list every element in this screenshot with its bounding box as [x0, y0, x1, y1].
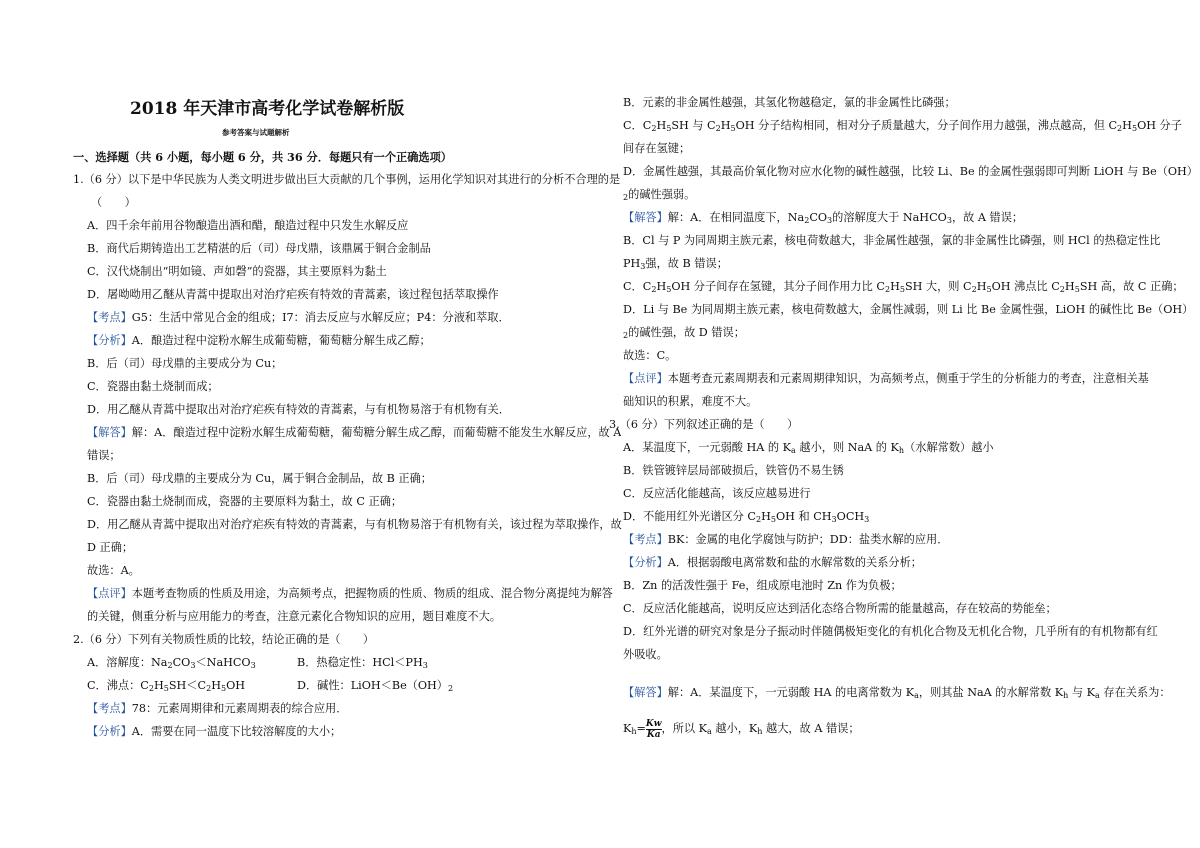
q1-fenxi-b: B．后（司）母戊鼎的主要成分为 Cu；: [87, 357, 283, 370]
jieda-tag: 【解答】: [87, 426, 132, 439]
s: 5: [770, 515, 776, 525]
q1-choose: 故选：A。: [87, 564, 140, 577]
q3-fenxi-d: D．红外光谱的研究对象是分子振动时伴随偶极矩变化的有机化合物及无机化合物，几乎所有的有机物都有红: [623, 625, 1158, 638]
t: H: [1122, 119, 1132, 132]
q2-a-post: ＜NaHCO: [195, 656, 251, 669]
t: OH 分子: [1137, 119, 1182, 132]
q3-option-c: C．反应活化能越高，该反应越易进行: [623, 487, 811, 500]
q1-dianping: [87, 583, 613, 606]
s: 5: [666, 124, 672, 134]
t: D．不能用红外光谱区分 C: [623, 510, 756, 523]
q2-d-sub: 2: [448, 684, 454, 694]
q1-jieda-a2: 错误；: [87, 449, 121, 462]
q1-option-b: B．商代后期铸造出工艺精湛的后（司）母戊鼎，该鼎属于铜合金制品: [87, 242, 431, 255]
fenxi-tag: 【分析】: [623, 556, 668, 569]
kw-over-ka-fraction: [646, 719, 662, 740]
t: C．C: [623, 280, 652, 293]
q1-jieda-a: 解：A．酿造过程中淀粉水解生成葡萄糖，葡萄糖分解生成乙醇，而葡萄糖不能发生水解反应，故 A: [131, 426, 622, 439]
s: 2: [623, 193, 629, 203]
q3-fenxi-d2: 外吸收。: [623, 648, 668, 661]
q2-fenxi-c2: 间存在氢键；: [623, 142, 691, 155]
s: 2: [1117, 124, 1123, 134]
t: ，所以 K: [661, 722, 707, 735]
s: 2: [971, 285, 977, 295]
t: 存在关系为：: [1099, 686, 1171, 699]
q2-fenxi-c: [623, 115, 1182, 138]
q3-fenxi: [623, 552, 922, 575]
q2-a-sub3: 3: [250, 661, 256, 671]
q1-option-a: A．四千余年前用谷物酿造出酒和醋，酿造过程中只发生水解反应: [87, 219, 409, 232]
t: ，则其盐 NaA 的水解常数 K: [918, 686, 1064, 699]
t: PH: [623, 257, 641, 270]
s: a: [706, 727, 712, 737]
q1-fenxi-c: C．瓷器由黏土烧制而成；: [87, 380, 219, 393]
q2-a-sub1: 2: [167, 661, 173, 671]
t: 强，故 B 错误；: [645, 257, 728, 270]
q2-c-m1: H: [154, 679, 164, 692]
t: 越小，K: [711, 722, 758, 735]
q3-kaodian: [623, 529, 948, 552]
fenxi-tag: 【分析】: [87, 334, 132, 347]
t: OCH: [836, 510, 865, 523]
fenxi-tag: 【分析】: [87, 725, 132, 738]
q1-fenxi: [87, 330, 431, 353]
s: 3: [827, 216, 833, 226]
q1-jieda-c: C．瓷器由黏土烧制而成，瓷器的主要原料为黏土，故 C 正确；: [87, 495, 403, 508]
s: h: [898, 446, 905, 456]
s: h: [757, 727, 763, 737]
q2-c-m3: H: [211, 679, 221, 692]
section-heading: 一、选择题（共 6 小题，每小题 6 分，共 36 分．每题只有一个正确选项）: [73, 150, 452, 164]
s: 3: [831, 515, 837, 525]
q2-kaodian-text: 78：元素周期律和元素周期表的综合应用．: [131, 702, 348, 715]
dianping-tag: 【点评】: [87, 587, 132, 600]
q2-b-text: B．热稳定性：HCl＜PH: [297, 656, 423, 669]
s: 5: [1131, 124, 1138, 134]
t: H: [720, 119, 731, 132]
s: 3: [864, 515, 870, 525]
q2-c-sub4: 5: [220, 684, 227, 694]
s: 2: [715, 124, 721, 134]
q1-fenxi-d: D．用乙醚从青蒿中提取出对治疗疟疾有特效的青蒿素，与有机物易溶于有机物有关．: [87, 403, 510, 416]
q2-a-pre: A．溶解度：Na: [87, 656, 168, 669]
t: 与 K: [1068, 686, 1096, 699]
q1-dianping-1: 本题考查物质的性质及用途，为高频考点，把握物质的性质、物质的组成、混合物分离提纯为解答: [131, 587, 613, 600]
q2-jieda-c: [623, 276, 1184, 299]
q1-option-d: D．屠呦呦用乙醚从青蒿中提取出对治疗疟疾有特效的青蒿素，该过程包括萃取操作: [87, 288, 499, 301]
q3-option-a: [623, 437, 994, 460]
t: A．某温度下，一元弱酸 HA 的 K: [623, 441, 792, 454]
t: 的碱性强，故 D 错误；: [628, 326, 745, 339]
t: OH 分子结构相同，相对分子质量越大，分子间作用力越强，沸点越高，但 C: [735, 119, 1118, 132]
q2-option-a: [87, 652, 256, 675]
t: （水解常数）越小: [904, 441, 994, 454]
q3-fenxi-b: B．Zn 的活泼性强于 Fe，组成原电池时 Zn 作为负极；: [623, 579, 902, 592]
q2-jieda-d: D．Li 与 Be 为同周期主族元素，核电荷数越大，金属性减弱，则 Li 比 Be 金属性强，LiOH 的碱性比 Be（OH）: [623, 303, 1194, 316]
q2-option-b: [297, 652, 428, 675]
s: 2: [623, 331, 629, 341]
q1-jieda: [87, 422, 621, 445]
page-title: 2018 年天津市高考化学试卷解析版: [130, 99, 405, 119]
t: 的溶解度大于 NaHCO: [832, 211, 947, 224]
q1-stem-paren: （ ）: [91, 196, 136, 209]
q1-jieda-d: D．用乙醚从青蒿中提取出对治疗疟疾有特效的青蒿素，与有机物易溶于有机物有关，该过程为萃取操作，故: [87, 518, 622, 531]
q3-option-b: B．铁管镀锌层局部破损后，铁管仍不易生锈: [623, 464, 844, 477]
t: SH 与 C: [671, 119, 716, 132]
t: C．C: [623, 119, 652, 132]
q3-fenxi-c: C．反应活化能越高，说明反应达到活化态络合物所需的能量越高，存在较高的势能垒；: [623, 602, 1057, 615]
jieda-tag: 【解答】: [623, 211, 668, 224]
q3-option-d: [623, 506, 869, 529]
jieda-tag: 【解答】: [623, 686, 668, 699]
t: A．根据弱酸电离常数和盐的水解常数的关系分析；: [667, 556, 922, 569]
q2-b-sub: 3: [422, 661, 428, 671]
fraction-numerator: Kw: [645, 718, 662, 729]
s: h: [631, 727, 637, 737]
q1-option-c: C．汉代烧制出“明如镜、声如磬”的瓷器，其主要原料为黏土: [87, 265, 387, 278]
t: H: [1064, 280, 1075, 293]
s: 2: [651, 124, 657, 134]
q2-c-pre: C．沸点：C: [87, 679, 149, 692]
q3-jieda: [623, 682, 1171, 705]
t: H: [656, 280, 667, 293]
q2-option-d: [297, 675, 453, 698]
s: 5: [1074, 285, 1080, 295]
q2-kaodian: [87, 698, 347, 721]
q2-fenxi-a: A．需要在同一温度下比较溶解度的大小；: [131, 725, 342, 738]
q1-jieda-b: B．后（司）母戊鼎的主要成分为 Cu，属于铜合金制品，故 B 正确；: [87, 472, 432, 485]
t: SH 大，则 C: [904, 280, 972, 293]
q2-c-post: OH: [226, 679, 246, 692]
q2-fenxi: [87, 721, 341, 744]
s: h: [1063, 691, 1069, 701]
t: OH 分子间存在氢键，其分子间作用力比 C: [671, 280, 885, 293]
q2-c-sub1: 2: [148, 684, 154, 694]
t: BK：金属的电化学腐蚀与防护；DD：盐类水解的应用．: [667, 533, 949, 546]
fraction-denominator: Ka: [646, 729, 661, 740]
s: 5: [899, 285, 905, 295]
s: a: [914, 691, 919, 701]
t: H: [761, 510, 771, 523]
s: 3: [946, 216, 952, 226]
dianping-tag: 【点评】: [623, 372, 668, 385]
t: H: [890, 280, 900, 293]
q2-fenxi-d: D．金属性越强，其最高价氧化物对应水化物的碱性越强，比较 Li、Be 的金属性强弱即可判断 LiOH 与 Be（OH）: [623, 165, 1198, 178]
q1-kaodian-text: G5：生活中常见合金的组成；I7：消去反应与水解反应；P4：分液和萃取．: [131, 311, 510, 324]
t: ，故 A 错误；: [951, 211, 1024, 224]
q2-option-c: [87, 675, 245, 698]
q1-stem: 1.（6 分）以下是中华民族为人类文明进步做出巨大贡献的几个事例，运用化学知识对其进行的分析不合理的是: [73, 173, 621, 186]
q1-dianping-2: 的关键，侧重分析与应用能力的考查，注意元素化合物知识的应用，题目难度不大。: [87, 610, 501, 623]
q3-formula: [623, 716, 860, 742]
s: 5: [986, 285, 992, 295]
kaodian-tag: 【考点】: [87, 311, 132, 324]
q2-fenxi-b: B．元素的非金属性越强，其氢化物越稳定，氯的非金属性比磷强；: [623, 96, 956, 109]
kaodian-tag: 【考点】: [623, 533, 668, 546]
t: H: [976, 280, 987, 293]
q3-stem: 3.（6 分）下列叙述正确的是（ ）: [609, 418, 799, 431]
t: 越小，则 NaA 的 K: [795, 441, 899, 454]
t: OH 沸点比 C: [991, 280, 1060, 293]
q2-c-sub2: 5: [163, 684, 169, 694]
q2-fenxi-d2: [623, 184, 695, 207]
q2-d-text: D．碱性：LiOH＜Be（OH）: [297, 679, 448, 692]
q2-c-sub3: 2: [206, 684, 212, 694]
t: 本题考查元素周期表和元素周期律知识，为高频考点，侧重于学生的分析能力的考查，注意相关基: [667, 372, 1149, 385]
q2-a-sub2: 3: [190, 661, 196, 671]
s: a: [791, 446, 796, 456]
t: SH 高，故 C 正确；: [1079, 280, 1184, 293]
q2-jieda-b: B．Cl 与 P 为同周期主族元素，核电荷数越大，非金属性越强，氯的非金属性比磷强，则 HCl 的热稳定性比: [623, 234, 1161, 247]
s: 3: [640, 262, 646, 272]
q2-jieda-b2: [623, 253, 728, 276]
q2-a-mid: CO: [172, 656, 191, 669]
kaodian-tag: 【考点】: [87, 702, 132, 715]
s: 2: [884, 285, 891, 295]
t: =: [636, 722, 646, 735]
s: 5: [666, 285, 672, 295]
q2-choose: 故选：C。: [623, 349, 677, 362]
q2-stem: 2.（6 分）下列有关物质性质的比较，结论正确的是（ ）: [73, 633, 375, 646]
s: 5: [730, 124, 736, 134]
q1-fenxi-a: A．酿造过程中淀粉水解生成葡萄糖，葡萄糖分解生成乙醇；: [131, 334, 431, 347]
s: 2: [755, 515, 762, 525]
q2-jieda: [623, 207, 1023, 230]
q1-jieda-d2: D 正确；: [87, 541, 134, 554]
q2-dianping: [623, 368, 1149, 391]
t: 解：A．在相同温度下，Na: [667, 211, 805, 224]
t: CO: [809, 211, 828, 224]
s: a: [1095, 691, 1100, 701]
q2-jieda-d2: [623, 322, 745, 345]
t: 的碱性强弱。: [628, 188, 696, 201]
t: 解：A．某温度下，一元弱酸 HA 的电离常数为 K: [667, 686, 915, 699]
t: H: [656, 119, 667, 132]
s: 2: [804, 216, 810, 226]
page-subtitle: 参考答案与试题解析: [222, 128, 290, 137]
s: 2: [651, 285, 657, 295]
t: K: [623, 722, 632, 735]
q2-dianping-2: 础知识的积累，难度不大。: [623, 395, 758, 408]
t: 越大，故 A 错误；: [762, 722, 860, 735]
q2-c-m2: SH＜C: [168, 679, 207, 692]
t: OH 和 CH: [775, 510, 832, 523]
s: 2: [1059, 285, 1065, 295]
q1-kaodian: [87, 307, 510, 330]
